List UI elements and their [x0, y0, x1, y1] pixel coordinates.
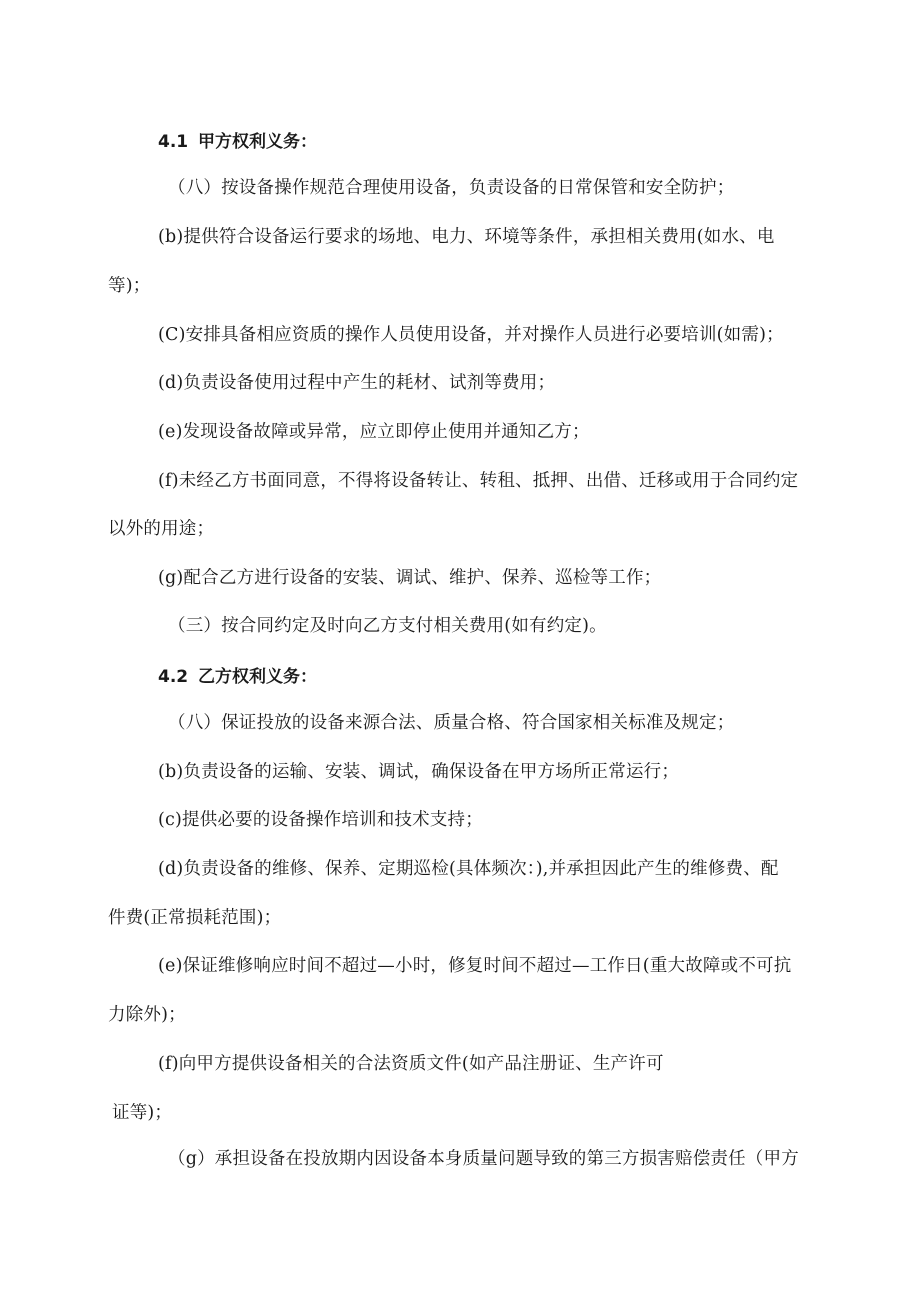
clause-line: （三）按合同约定及时向乙方支付相关费用(如有约定)。 — [168, 616, 607, 636]
clause-line: （八）保证投放的设备来源合法、质量合格、符合国家相关标准及规定； — [168, 713, 735, 733]
clause-line: 力除外)； — [108, 1005, 186, 1025]
clause-line: (f)未经乙方书面同意，不得将设备转让、转租、抵押、出借、迁移或用于合同约定 — [158, 471, 799, 491]
clause-line: (f)向甲方提供设备相关的合法资质文件(如产品注册证、生产许可 — [158, 1054, 664, 1074]
clause-line: (b)提供符合设备运行要求的场地、电力、环境等条件，承担相关费用(如水、电 — [158, 227, 775, 247]
clause-line: (b)负责设备的运输、安装、调试，确保设备在甲方场所正常运行； — [158, 762, 680, 782]
clause-line: 证等)； — [112, 1103, 173, 1123]
section-4-2-heading — [158, 662, 317, 687]
clause-line: (c)提供必要的设备操作培训和技术支持； — [158, 810, 483, 830]
clause-line: (g)配合乙方进行设备的安装、调试、维护、保养、巡检等工作； — [158, 568, 662, 588]
clause-line: 件费(正常损耗范围)； — [108, 908, 282, 928]
clause-line: (d)负责设备的维修、保养、定期巡检(具体频次：),并承担因此产生的维修费、配 — [158, 859, 779, 879]
clause-line: （g）承担设备在投放期内因设备本身质量问题导致的第三方损害赔偿责任（甲方 — [168, 1149, 799, 1169]
section-4-1-title: 甲方权利义务： — [198, 132, 317, 152]
section-4-1-number: 4.1 — [158, 132, 189, 152]
section-4-2-number: 4.2 — [158, 667, 189, 687]
clause-line: （八）按设备操作规范合理使用设备，负责设备的日常保管和安全防护； — [168, 178, 735, 198]
clause-line: 以外的用途； — [108, 519, 215, 539]
section-4-2-title: 乙方权利义务： — [198, 667, 317, 687]
clause-line: (e)保证维修响应时间不超过—小时，修复时间不超过—工作日(重大故障或不可抗 — [158, 956, 792, 976]
clause-line: (e)发现设备故障或异常，应立即停止使用并通知乙方； — [158, 422, 590, 442]
section-4-1-heading — [158, 127, 317, 152]
clause-line: (d)负责设备使用过程中产生的耗材、试剂等费用； — [158, 373, 556, 393]
clause-line: 等)； — [108, 276, 151, 296]
clause-line: (C)安排具备相应资质的操作人员使用设备，并对操作人员进行必要培训(如需)； — [158, 325, 784, 345]
